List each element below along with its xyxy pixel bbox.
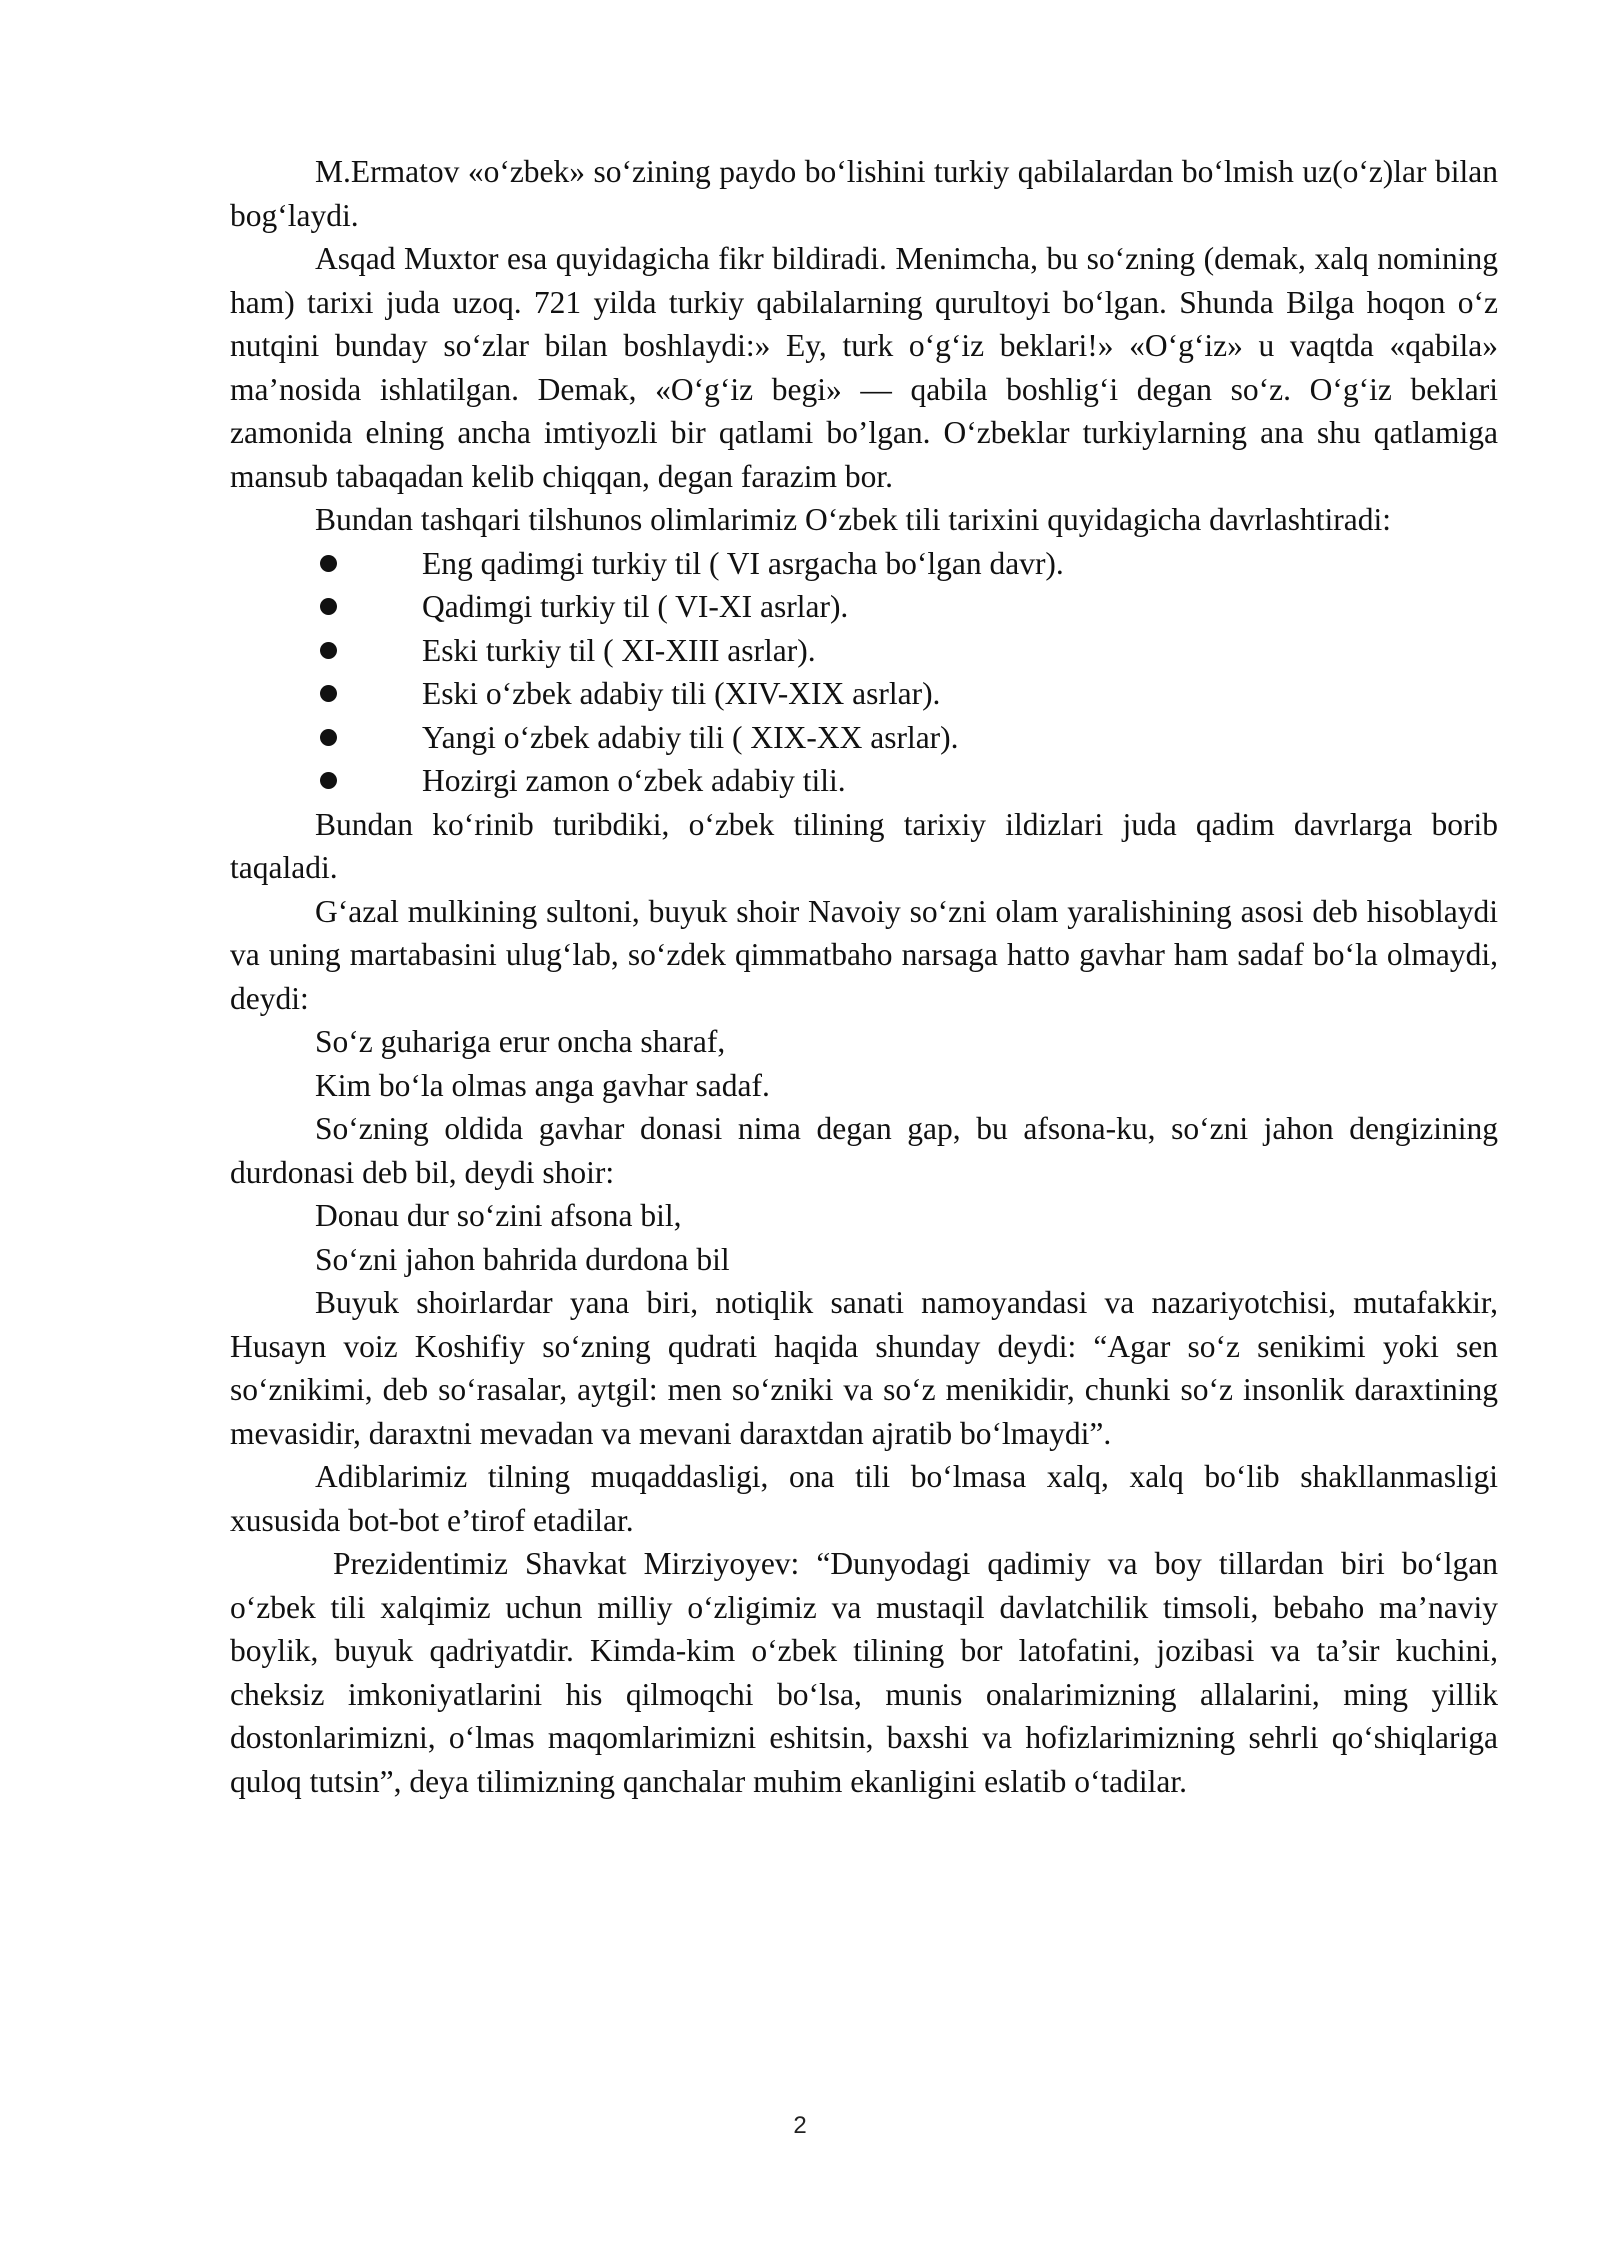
verse-line: Donau dur so‘zini afsona bil, bbox=[315, 1198, 682, 1233]
list-item bbox=[230, 759, 1498, 803]
bullet-icon bbox=[320, 772, 337, 789]
list-item-text: Yangi o‘zbek adabiy tili ( XIX-XX asrlar). bbox=[422, 719, 959, 755]
paragraph-periodization-intro: Bundan tashqari tilshunos olimlarimiz O‘zbek tili tarixini quyidagicha davrlashtiradi: bbox=[315, 502, 1392, 537]
verse-line: So‘zni jahon bahrida durdona bil bbox=[315, 1241, 730, 1277]
page-number: 2 bbox=[793, 2112, 807, 2139]
paragraph-ermatov: M.Ermatov «o‘zbek» so‘zining paydo bo‘lishini turkiy qabilalardan bo‘lmish uz(o‘z)lar bilan bog‘laydi. bbox=[230, 154, 1498, 233]
list-item bbox=[230, 716, 1498, 760]
paragraph-koshifiy: Buyuk shoirlardar yana biri, notiqlik sanati namoyandasi va nazariyotchisi, mutafakkir, Husayn voiz Koshifiy so‘zning qudrati haqida shunday deydi: “Agar so‘z senikimi yoki sen so‘znikimi, deb so‘rasalar, aytgil: men so‘zniki va so‘z menikidir, chunki so‘z insonlik daraxtining mevasidir, daraxtni mevadan va mevani daraxtdan ajratib bo‘lmaydi”. bbox=[230, 1285, 1498, 1451]
verse-line: So‘z guhariga erur oncha sharaf, bbox=[315, 1024, 726, 1059]
paragraph-asqad-muxtor: Asqad Muxtor esa quyidagicha fikr bildiradi. Menimcha, bu so‘zning (demak, xalq nomining ham) tarixi juda uzoq. 721 yilda turkiy qabilalarning qurultoyi bo‘lgan. Shunda Bilga hoqon o‘z nutqini bunday so‘zlar bilan boshlaydi:» Ey, turk o‘g‘iz beklari!» «O‘g‘iz» u vaqtda «qabila» ma’nosida ishlatilgan. Demak, «O‘g‘iz begi» — qabila boshlig‘i degan so‘z. O‘g‘iz beklari zamonida elning ancha imtiyozli bir qatlami bo’lgan. O‘zbeklar turkiylarning ana shu qatlamiga mansub tabaqadan kelib chiqqan, degan farazim bor. bbox=[230, 241, 1498, 494]
bullet-icon bbox=[320, 685, 337, 702]
bullet-icon bbox=[320, 642, 337, 659]
list-item-text: Eski turkiy til ( XI-XIII asrlar). bbox=[422, 632, 816, 668]
bullet-icon bbox=[320, 555, 337, 572]
bullet-icon bbox=[320, 729, 337, 746]
language-periods-list bbox=[230, 542, 1498, 803]
list-item bbox=[230, 629, 1498, 673]
list-item-text: Eng qadimgi turkiy til ( VI asrgacha bo‘lgan davr). bbox=[422, 545, 1064, 581]
bullet-icon bbox=[320, 598, 337, 615]
list-item-text: Qadimgi turkiy til ( VI-XI asrlar). bbox=[422, 589, 849, 624]
paragraph-navoiy: G‘azal mulkining sultoni, buyuk shoir Navoiy so‘zni olam yaralishining asosi deb hisoblaydi va uning martabasini ulug‘lab, so‘zdek qimmatbaho narsaga hatto gavhar ham sadaf bo‘la olmaydi, deydi: bbox=[230, 893, 1498, 1016]
paragraph-gavhar: So‘zning oldida gavhar donasi nima degan gap, bu afsona-ku, so‘zni jahon dengizining durdonasi deb bil, deydi shoir: bbox=[230, 1111, 1498, 1190]
list-item bbox=[230, 585, 1498, 629]
document-page bbox=[230, 150, 1498, 1803]
paragraph-president: Prezidentimiz Shavkat Mirziyoyev: “Dunyodagi qadimiy va boy tillardan biri bo‘lgan o‘zbek tili xalqimiz uchun milliy o‘zligimiz va mustaqil davlatchilik timsoli, bebaho ma’naviy boylik, buyuk qadriyatdir. Kimda-kim o‘zbek tilining bor latofatini, jozibasi va ta’sir kuchini, cheksiz imkoniyatlarini his qilmoqchi bo‘lsa, munis onalarimizning allalarini, ming yillik dostonlarimizni, o‘lmas maqomlarimizni eshitsin, baxshi va hofizlarimizning sehrli qo‘shiqlariga quloq tutsin”, deya tilimizning qanchalar muhim ekanligini eslatib o‘tadilar. bbox=[230, 1546, 1498, 1799]
list-item-text: Hozirgi zamon o‘zbek adabiy tili. bbox=[422, 763, 846, 798]
list-item bbox=[230, 672, 1498, 716]
list-item-text: Eski o‘zbek adabiy tili (XIV-XIX asrlar). bbox=[422, 676, 941, 711]
list-item bbox=[230, 542, 1498, 586]
paragraph-adiblar: Adiblarimiz tilning muqaddasligi, ona tili bo‘lmasa xalq, xalq bo‘lib shakllanmasligi xususida bot-bot e’tirof etadilar. bbox=[230, 1459, 1498, 1538]
paragraph-conclusion: Bundan ko‘rinib turibdiki, o‘zbek tilining tarixiy ildizlari juda qadim davrlarga borib taqaladi. bbox=[230, 806, 1498, 885]
verse-line: Kim bo‘la olmas anga gavhar sadaf. bbox=[315, 1067, 770, 1103]
